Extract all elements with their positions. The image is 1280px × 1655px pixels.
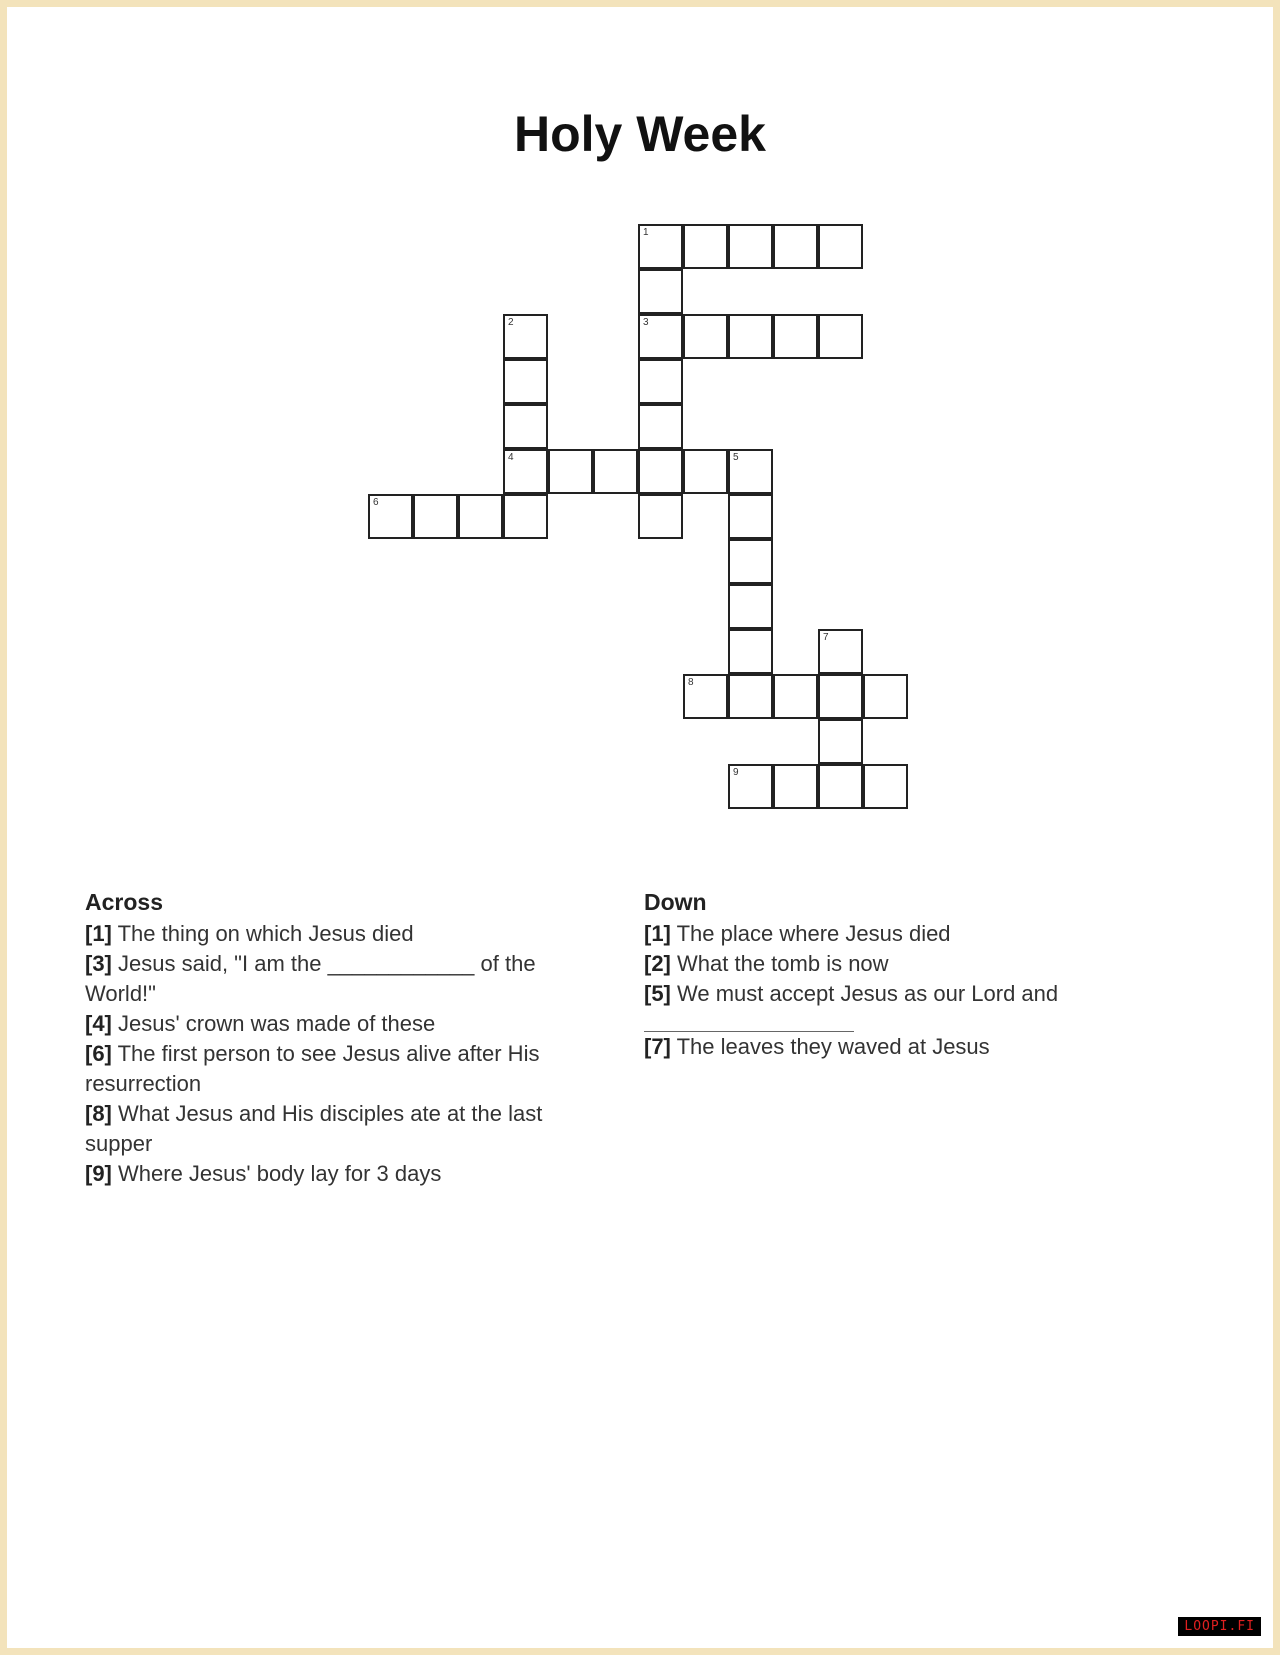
crossword-cell[interactable] (773, 764, 818, 809)
crossword-cell[interactable] (503, 314, 548, 359)
clue-text: Jesus' crown was made of these (118, 1011, 436, 1036)
clue-text: The thing on which Jesus died (117, 921, 414, 946)
crossword-cell[interactable] (638, 314, 683, 359)
cell-number: 9 (733, 767, 739, 778)
crossword-cell[interactable] (728, 449, 773, 494)
clue-down-2 (644, 949, 1114, 979)
crossword-cell[interactable] (818, 314, 863, 359)
clue-text: Where Jesus' body lay for 3 days (118, 1161, 442, 1186)
crossword-cell[interactable] (368, 494, 413, 539)
clue-text: We must accept Jesus as our Lord and (677, 981, 1059, 1006)
clue-across-4 (85, 1009, 590, 1039)
crossword-cell[interactable] (593, 449, 638, 494)
crossword-cell[interactable] (728, 629, 773, 674)
crossword-cell[interactable] (458, 494, 503, 539)
cell-number: 3 (643, 317, 649, 328)
clue-number: [7] (644, 1034, 671, 1059)
clue-number: [8] (85, 1101, 112, 1126)
crossword-cell[interactable] (818, 719, 863, 764)
clue-down-7 (644, 1032, 1114, 1062)
crossword-cell[interactable] (728, 584, 773, 629)
page-title: Holy Week (514, 106, 766, 162)
cell-number: 1 (643, 227, 649, 238)
crossword-cell[interactable] (728, 674, 773, 719)
clue-across-8 (85, 1099, 590, 1159)
crossword-cell[interactable] (773, 224, 818, 269)
cell-number: 2 (508, 317, 514, 328)
crossword-cell[interactable] (728, 224, 773, 269)
crossword-cell[interactable] (728, 494, 773, 539)
clue-down-5 (644, 979, 1114, 1032)
clue-number: [1] (644, 921, 671, 946)
clue-number: [9] (85, 1161, 112, 1186)
clue-text: What the tomb is now (677, 951, 889, 976)
clue-text: The first person to see Jesus alive after His resurrection (85, 1041, 540, 1096)
clue-text: The place where Jesus died (676, 921, 951, 946)
clue-number: [2] (644, 951, 671, 976)
clue-number: [6] (85, 1041, 112, 1066)
clue-number: [3] (85, 951, 112, 976)
crossword-cell[interactable] (548, 449, 593, 494)
crossword-cell[interactable] (683, 224, 728, 269)
crossword-cell[interactable] (728, 314, 773, 359)
crossword-cell[interactable] (638, 404, 683, 449)
cell-number: 8 (688, 677, 694, 688)
across-clues (85, 887, 590, 1189)
crossword-cell[interactable] (683, 674, 728, 719)
crossword-cell[interactable] (818, 629, 863, 674)
clue-number: [1] (85, 921, 112, 946)
crossword-cell[interactable] (818, 224, 863, 269)
clue-across-9 (85, 1159, 590, 1189)
crossword-cell[interactable] (728, 539, 773, 584)
answer-blank-line (644, 1009, 854, 1032)
down-clues (644, 887, 1114, 1062)
clue-down-1 (644, 919, 1114, 949)
clue-across-3 (85, 949, 590, 1009)
crossword-cell[interactable] (818, 674, 863, 719)
clue-text: What Jesus and His disciples ate at the last supper (85, 1101, 543, 1156)
crossword-cell[interactable] (638, 224, 683, 269)
crossword-cell[interactable] (503, 494, 548, 539)
crossword-cell[interactable] (728, 764, 773, 809)
crossword-cell[interactable] (863, 764, 908, 809)
clue-number: [4] (85, 1011, 112, 1036)
clue-across-6 (85, 1039, 590, 1099)
clue-text: The leaves they waved at Jesus (676, 1034, 990, 1059)
crossword-cell[interactable] (818, 764, 863, 809)
crossword-cell[interactable] (638, 449, 683, 494)
crossword-cell[interactable] (638, 494, 683, 539)
cell-number: 6 (373, 497, 379, 508)
crossword-cell[interactable] (773, 674, 818, 719)
crossword-cell[interactable] (503, 404, 548, 449)
cell-number: 5 (733, 452, 739, 463)
worksheet-page (7, 7, 1273, 1648)
crossword-cell[interactable] (863, 674, 908, 719)
crossword-cell[interactable] (503, 449, 548, 494)
down-heading: Down (644, 889, 707, 915)
across-heading: Across (85, 889, 163, 915)
crossword-cell[interactable] (503, 359, 548, 404)
crossword-cell[interactable] (638, 269, 683, 314)
crossword-cell[interactable] (638, 359, 683, 404)
crossword-cell[interactable] (683, 449, 728, 494)
clue-text: Jesus said, "I am the ____________ of the World!" (85, 951, 536, 1006)
crossword-cell[interactable] (773, 314, 818, 359)
watermark-badge: LOOPI.FI (1178, 1617, 1261, 1636)
crossword-cell[interactable] (683, 314, 728, 359)
cell-number: 7 (823, 632, 829, 643)
crossword-cell[interactable] (413, 494, 458, 539)
clue-number: [5] (644, 981, 671, 1006)
cell-number: 4 (508, 452, 514, 463)
clue-across-1 (85, 919, 590, 949)
